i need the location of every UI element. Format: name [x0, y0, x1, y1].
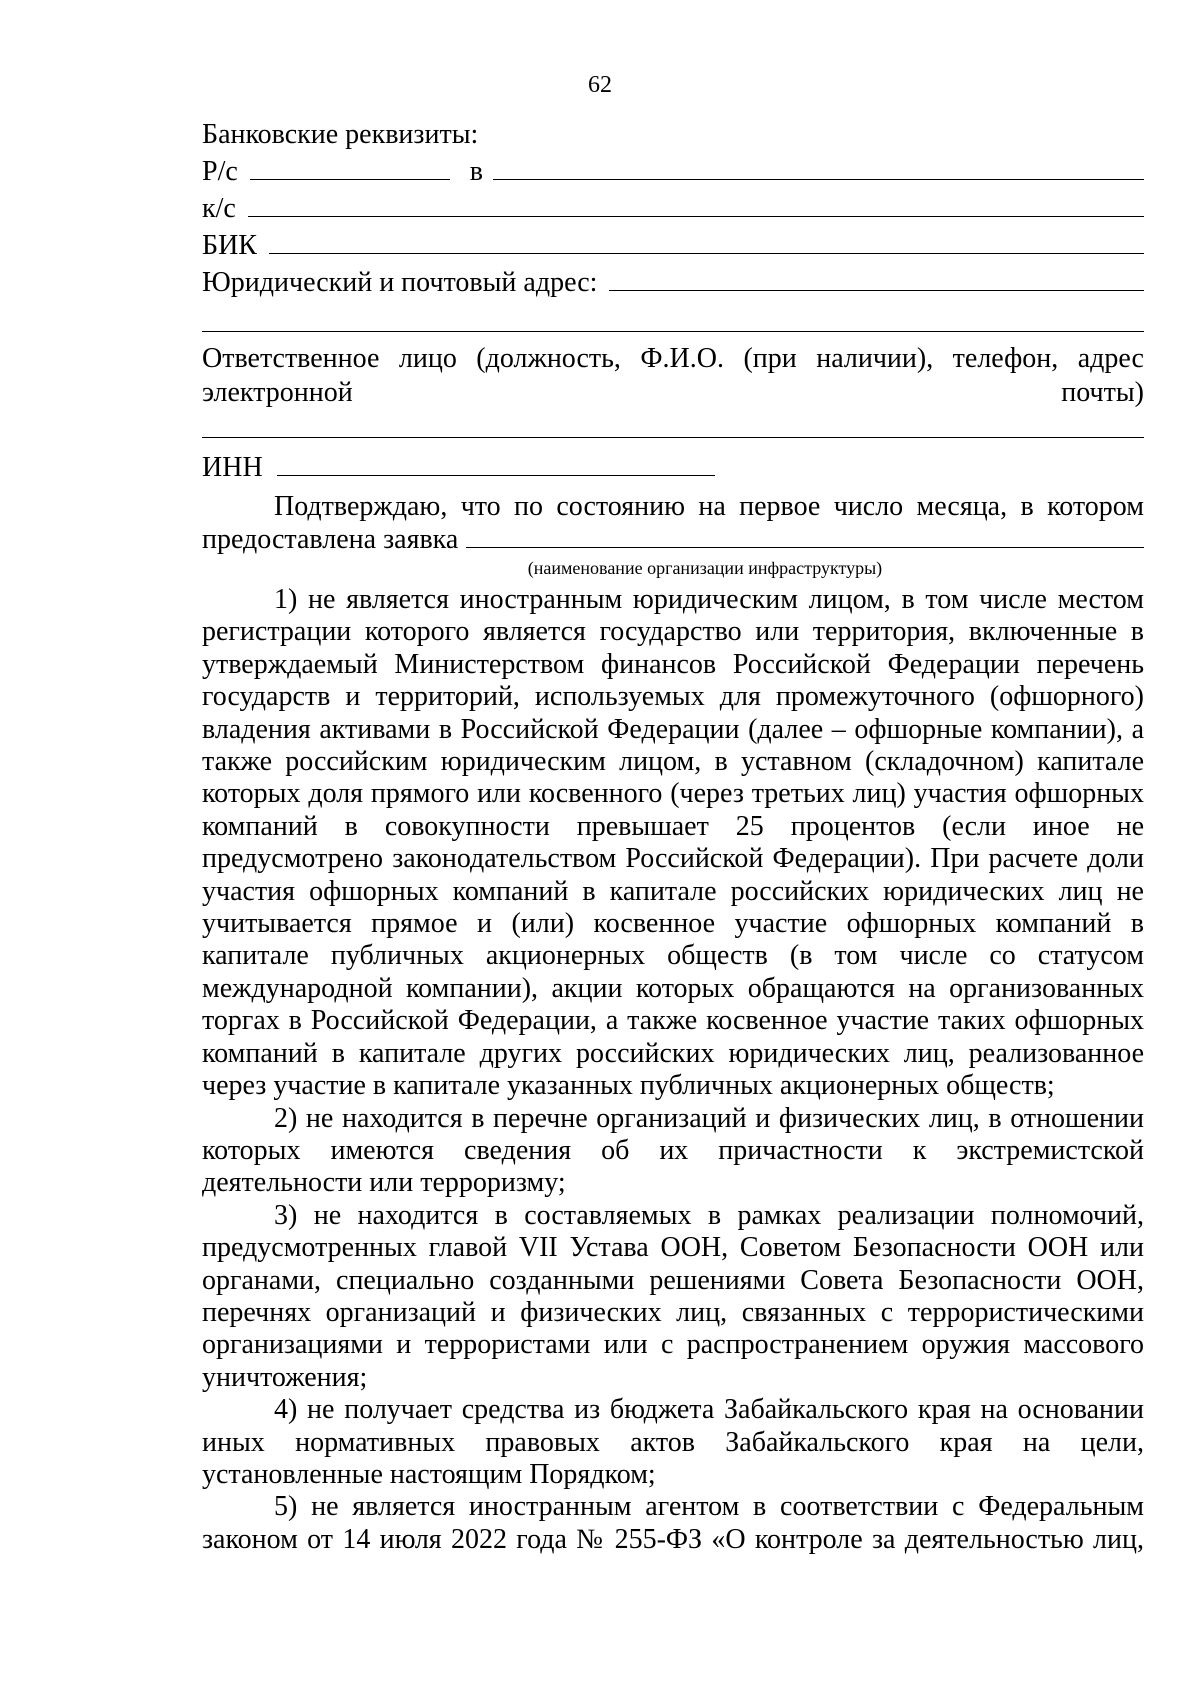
ks-label: к/с	[202, 193, 236, 224]
rs-blank	[250, 155, 450, 180]
bank-details-heading: Банковские реквизиты:	[202, 119, 479, 150]
word: по	[514, 491, 543, 522]
inn-blank	[277, 451, 715, 476]
rs-label: Р/с	[202, 156, 238, 187]
rs-row	[202, 155, 1144, 189]
word: лицо	[398, 343, 457, 374]
word: телефон,	[952, 343, 1059, 374]
address-continuation-line	[202, 331, 1144, 332]
in-label: в	[469, 156, 484, 187]
ks-blank	[248, 192, 1144, 217]
word: почты)	[1061, 377, 1144, 408]
word: первое	[739, 491, 821, 522]
word: Ф.И.О.	[640, 343, 724, 374]
list-item: 3) не находится в составляемых в рамках реализации полномочий, предусмотренных главой VII Устава ООН, Советом Безопасности ООН или органами, специально созданными решениями Совета Безопасности ООН, перечнях организаций и физических лиц, связанных с террористическими организациями и террористами или с распространением оружия массового уничтожения;	[202, 1199, 1144, 1393]
word: что	[460, 491, 501, 522]
inn-row	[202, 451, 1144, 485]
address-label: Юридический и почтовый адрес:	[202, 267, 598, 298]
bik-blank	[269, 229, 1144, 254]
page-number: 62	[588, 72, 612, 98]
word: Ответственное	[202, 343, 380, 374]
word: электронной	[202, 377, 353, 408]
word: котором	[1047, 491, 1144, 522]
word: (при	[743, 343, 797, 374]
confirm-line-2	[202, 523, 1144, 557]
organization-name-note: (наименование организации инфраструктуры)	[527, 558, 883, 578]
bik-row	[202, 229, 1144, 263]
bank-name-blank	[493, 155, 1144, 180]
word: наличии),	[816, 343, 934, 374]
word: состоянию	[556, 491, 685, 522]
word: месяца,	[916, 491, 1008, 522]
ks-row	[202, 192, 1144, 226]
word: на	[698, 491, 726, 522]
word: (должность,	[476, 343, 621, 374]
organization-name-blank	[466, 523, 1144, 548]
responsible-line-2	[202, 376, 1144, 410]
list-item: 4) не получает средства из бюджета Забайкальского края на основании иных нормативных правовых актов Забайкальского края на цели, установленные настоящим Порядком;	[202, 1394, 1144, 1490]
word: число	[833, 491, 904, 522]
inn-label: ИНН	[202, 452, 263, 483]
confirm-text-line-2: предоставлена заявка	[202, 524, 459, 555]
responsible-line-1	[202, 342, 1144, 376]
items-list	[202, 584, 1144, 1556]
list-item: 2) не находится в перечне организаций и физических лиц, в отношении которых имеются сведения об их причастности к экстремистской деятельности или терроризму;	[202, 1102, 1144, 1199]
bik-label: БИК	[202, 230, 257, 261]
address-blank	[609, 266, 1144, 291]
address-row	[202, 266, 1144, 300]
list-item: 5) не является иностранным агентом в соответствии с Федеральным законом от 14 июля 2022 года № 255-ФЗ «О контроле за деятельностью лиц,	[202, 1491, 1144, 1555]
responsible-blank-line	[202, 437, 1144, 438]
word: адрес	[1077, 343, 1144, 374]
list-item: 1) не является иностранным юридическим лицом, в том числе местом регистрации которого является государство или территория, включенные в утверждаемый Министерством финансов Российской Федерации перечень государств и территорий, используемых для промежуточного (офшорного) владения активами в Российской Федерации (далее – офшорные компании), а также российским юридическим лицом, в уставном (складочном) капитале которых доля прямого или косвенного (через третьих лиц) участия офшорных компаний в совокупности превышает 25 процентов (если иное не предусмотрено законодательством Российской Федерации). При расчете доли участия офшорных компаний в капитале российских юридических лиц не учитывается прямое и (или) косвенное участие офшорных компаний в капитале публичных акционерных обществ (в том числе со статусом международной компании), акции которых обращаются на организованных торгах в Российской Федерации, а также косвенное участие таких офшорных компаний в капитале других российских юридических лиц, реализованное через участие в капитале указанных публичных акционерных обществ;	[202, 584, 1144, 1102]
word: Подтверждаю,	[274, 491, 448, 522]
word: в	[1020, 491, 1034, 522]
confirm-line-1	[202, 490, 1144, 524]
